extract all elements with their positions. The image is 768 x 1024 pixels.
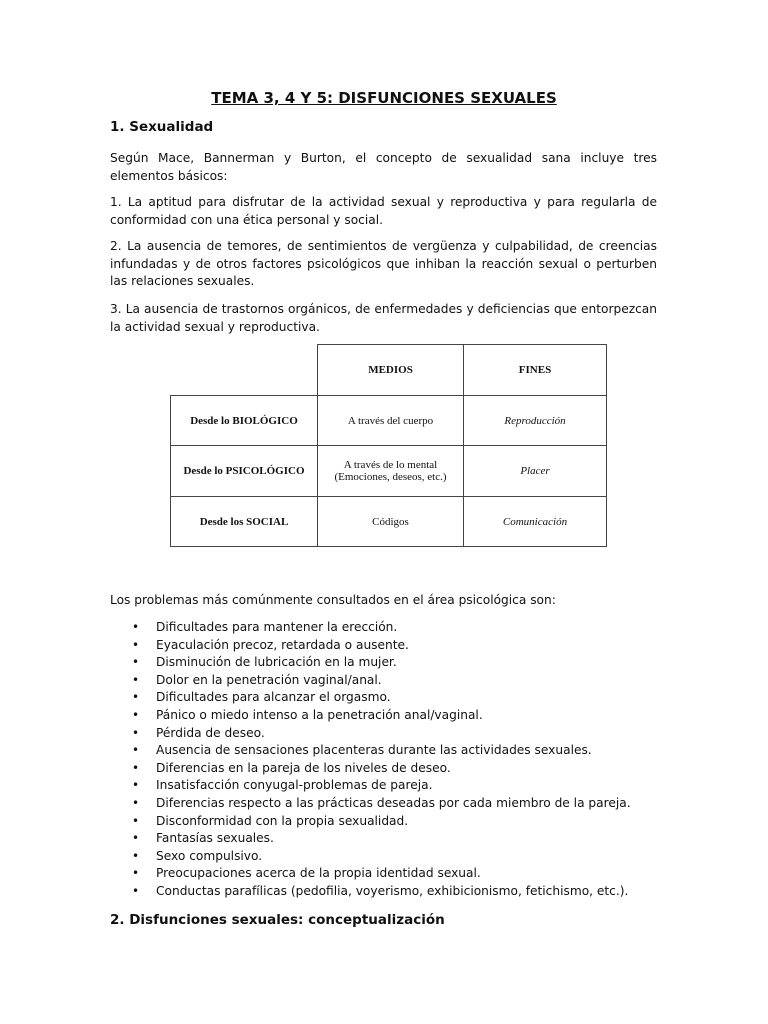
list-item: • Disminución de lubricación en la mujer. (110, 654, 631, 672)
bullet-icon: • (132, 795, 140, 810)
list-item: • Ausencia de sensaciones placenteras durante las actividades sexuales. (110, 742, 631, 760)
problems-list (110, 619, 631, 901)
fines-psicologico: Placer (464, 446, 607, 497)
list-item: • Dificultades para mantener la erección. (110, 619, 631, 637)
list-item: • Pánico o miedo intenso a la penetración anal/vaginal. (110, 707, 631, 725)
intro-paragraph: Según Mace, Bannerman y Burton, el concepto de sexualidad sana incluye tres elementos básicos: (110, 151, 657, 183)
header-medios: MEDIOS (318, 345, 464, 396)
point-3-paragraph: 3. La ausencia de trastornos orgánicos, de enfermedades y deficiencias que entorpezcan la actividad sexual y reproductiva. (110, 302, 657, 334)
table-corner-cell (171, 345, 318, 396)
fines-social: Comunicación (464, 497, 607, 547)
bullet-icon: • (132, 778, 140, 793)
list-item: • Insatisfacción conyugal-problemas de pareja. (110, 777, 631, 795)
point-1-paragraph: 1. La aptitud para disfrutar de la actividad sexual y reproductiva y para regularla de conformidad con una ética personal y social. (110, 195, 657, 227)
bullet-icon: • (132, 707, 140, 722)
list-item: • Eyaculación precoz, retardada o ausente. (110, 637, 631, 655)
list-item: • Disconformidad con la propia sexualidad. (110, 813, 631, 831)
bullet-icon: • (132, 655, 140, 670)
bullet-icon: • (132, 637, 140, 652)
section-heading-sexualidad: 1. Sexualidad (110, 119, 214, 135)
bullet-icon: • (132, 620, 140, 634)
list-item: • Conductas parafílicas (pedofilia, voyerismo, exhibicionismo, fetichismo, etc.). (110, 883, 631, 901)
list-item: • Fantasías sexuales. (110, 830, 631, 848)
point-2-paragraph: 2. La ausencia de temores, de sentimientos de vergüenza y culpabilidad, de creencias infundadas y de otros factores psicológicos que inhiban la reacción sexual o perturben las relaciones sexuales. (110, 239, 657, 288)
table-row (171, 446, 607, 497)
medios-psicologico-line1: A través de lo mental (343, 459, 438, 471)
page-title: TEMA 3, 4 Y 5: DISFUNCIONES SEXUALES (211, 89, 557, 107)
bullet-icon: • (132, 743, 140, 758)
bullet-icon: • (132, 813, 140, 828)
list-item: • Sexo compulsivo. (110, 848, 631, 866)
list-item: • Dificultades para alcanzar el orgasmo. (110, 689, 631, 707)
bullet-icon: • (132, 672, 140, 687)
medios-psicologico-line2: (Emociones, deseos, etc.) (334, 471, 447, 483)
list-item: • Dolor en la penetración vaginal/anal. (110, 672, 631, 690)
bullet-icon: • (132, 866, 140, 881)
bullet-icon: • (132, 725, 140, 740)
medios-psicologico (318, 446, 464, 497)
section-heading-disfunciones: 2. Disfunciones sexuales: conceptualización (110, 912, 445, 928)
table-row (171, 396, 607, 446)
list-item: • Preocupaciones acerca de la propia identidad sexual. (110, 865, 631, 883)
bullet-icon: • (132, 760, 140, 775)
list-item: • Pérdida de deseo. (110, 725, 631, 743)
list-item: • Diferencias en la pareja de los niveles de deseo. (110, 760, 631, 778)
medios-social: Códigos (318, 497, 464, 547)
medios-fines-table (170, 344, 607, 547)
medios-biologico: A través del cuerpo (318, 396, 464, 446)
bullet-icon: • (132, 883, 140, 898)
bullet-icon: • (132, 848, 140, 863)
table-row (171, 497, 607, 547)
bullet-icon: • (132, 831, 140, 846)
problems-intro: Los problemas más comúnmente consultados en el área psicológica son: (110, 593, 556, 607)
table-header-row (171, 345, 607, 396)
bullet-icon: • (132, 690, 140, 705)
fines-biologico: Reproducción (464, 396, 607, 446)
list-item: • Diferencias respecto a las prácticas deseadas por cada miembro de la pareja. (110, 795, 631, 813)
row-label-social: Desde los SOCIAL (171, 497, 318, 547)
header-fines: FINES (464, 345, 607, 396)
row-label-psicologico: Desde lo PSICOLÓGICO (171, 446, 318, 497)
row-label-biologico: Desde lo BIOLÓGICO (171, 396, 318, 446)
